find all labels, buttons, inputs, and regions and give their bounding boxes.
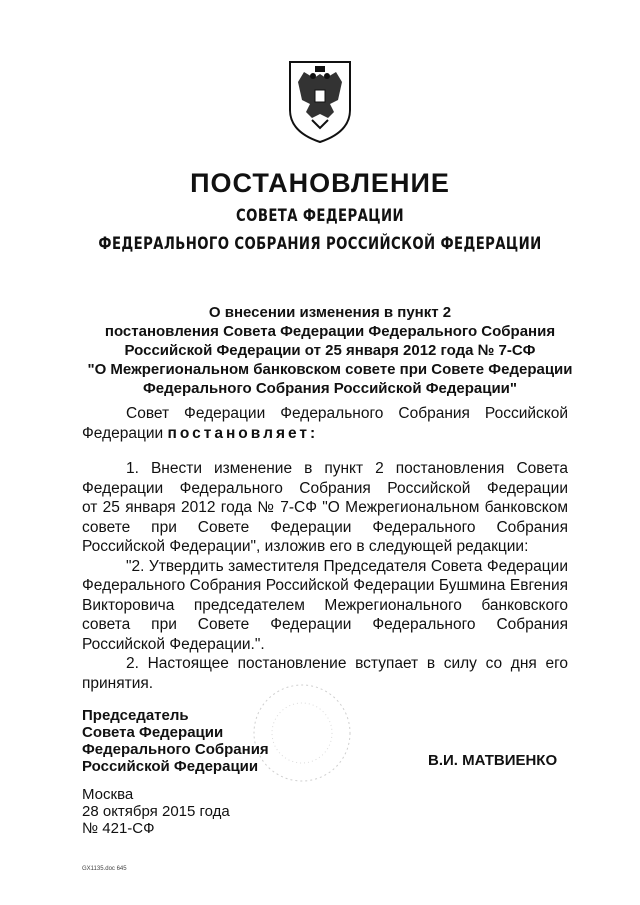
body-line: совета при Совете Федерации Федерального Собрания [82,616,568,633]
heading-line: О внесении изменения в пункт 2 [208,304,452,321]
preamble-line [82,424,568,444]
body-line: 1. Внести изменение в пункт 2 постановления Совета [126,460,568,477]
heading-line: постановления Совета Федерации Федерального Собрания [104,323,556,340]
preamble-text: Федерации [82,424,164,442]
body-line: "2. Утвердить заместителя Председателя Совета Федерации [126,557,568,575]
file-reference: GX1135.doc 645 [82,866,127,872]
date: 28 октября 2015 года [82,803,230,820]
document-heading [60,303,600,398]
document-title: ПОСТАНОВЛЕНИЕ [190,168,450,198]
city: Москва [82,786,134,803]
heading-line: Федерального Собрания Российской Федерации" [142,380,518,397]
preamble [82,404,568,443]
signatory-name: В.И. МАТВИЕНКО [428,752,558,769]
position-line: Совета Федерации [82,724,224,741]
body-line: от 25 января 2012 года № 7-СФ "О Межрегиональном банковском [82,499,568,516]
place-and-date [82,786,230,837]
heading-line: "О Межрегиональном банковском совете при Совете Федерации [87,361,573,378]
resolution-body [82,459,568,693]
body-line: Федерации Федерального Собрания Российской Федерации [82,479,568,497]
preamble-line: Совет Федерации Федерального Собрания Российской [126,405,568,422]
issuer-line-2: ФЕДЕРАЛЬНОГО СОБРАНИЯ РОССИЙСКОЙ ФЕДЕРАЦИИ [98,234,542,254]
position-line: Председатель [82,707,189,724]
resolves-keyword: постановляет: [167,424,319,442]
issuer-line-1: СОВЕТА ФЕДЕРАЦИИ [236,206,404,226]
russian-coat-of-arms-icon [286,60,354,144]
body-line: принятия. [82,674,154,692]
position-line: Российской Федерации [82,758,259,775]
body-line: Викторовича председателем Межрегионального банковского [82,596,568,614]
position-line: Федерального Собрания [82,741,269,758]
signatory-position [82,707,269,775]
emblem [286,60,354,144]
heading-line: Российской Федерации от 25 января 2012 года № 7-СФ [124,342,536,359]
body-line: Российской Федерации.". [82,635,265,653]
body-line: Федерального Собрания Российской Федерации Бушмина Евгения [82,577,568,594]
document-number: № 421-СФ [82,820,155,837]
body-line: 2. Настоящее постановление вступает в силу со дня его [126,655,568,672]
body-line: совете при Совете Федерации Федерального Собрания [82,518,568,536]
body-line: Российской Федерации", изложив его в следующей редакции: [82,538,529,555]
